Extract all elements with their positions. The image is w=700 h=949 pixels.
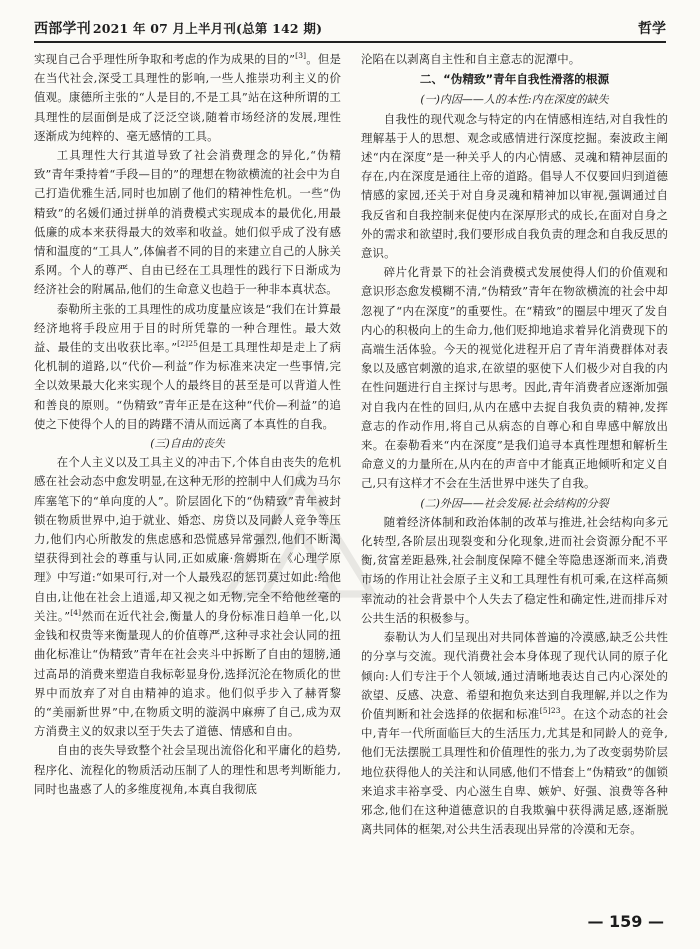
paragraph-text: 在个人主义以及工具主义的冲击下,个体自由丧失的危机感在社会动态中愈发明显,在这种无形的控制中人们成为马尔库塞笔下的“单向度的人”。阶层固化下的“伪精致”青年被封锁在物质世界中,迫于就业、婚恋、房贷以及同龄人竞争等压力,他们内心所散发的焦虑感和恐慌感异常强烈,他们不断渴望获得到社会的尊重与认同,正如威廉·詹姆斯在《心理学原理》中写道:“如果可行,对一个人最残忍的惩罚莫过如此:给他自由,让他在社会上逍遥,却又视之如无物,完全不给他丝毫的关注。” [34, 455, 341, 623]
paragraph-text: (一)内因——人的本性:内在深度的缺失 [420, 93, 609, 107]
citation-marker: [3] [295, 51, 307, 61]
section-label: 哲学 [638, 21, 666, 37]
article-body [34, 50, 668, 910]
paragraph-text-continued: 。但是在当代社会,深受工具理性的影响,一些人推崇功利主义的价值观。康德所主张的“人是目的,不是工具”站在这种所谓的工具理性的层面倒是成了泛泛空谈,随着市场经济的发展,理性逐渐成为纯粹的、毫无感情的工具。 [34, 52, 341, 143]
body-paragraph [34, 453, 341, 741]
body-paragraph [361, 50, 668, 69]
paragraph-text-continued: 然而在近代社会,衡量人的身份标准日趋单一化,以金钱和权贵等来衡量现人的价值尊严,这种寻求社会认同的扭曲化标准让“伪精致”青年在社会夹斗中拆断了自由的翅膀,通过高昂的消费来塑造自我标彰显身份,选择沉沦在物质化的世界中而放弃了对自由精神的追求。他们似乎步入了赫胥黎的“美丽新世界”中,在物质文明的漩涡中麻痹了自己,成为双方消费主义的奴隶以至于失去了道德、情感和自由。 [34, 608, 341, 739]
citation-marker: [5]23 [539, 706, 561, 716]
body-paragraph [361, 628, 668, 839]
body-paragraph [34, 50, 341, 146]
right-column [361, 50, 668, 910]
paragraph-text: 碎片化背景下的社会消费模式发展使得人们的价值观和意识形态愈发模糊不清,“伪精致”青年在物欲横流的社会中却忽视了“内在深度”的重要性。在“精致”的圈层中埋灭了发自内心的积极向上的生命力,他们贬抑地追求着异化消费现下的高端生活体验。今天的视觉化进程开启了青年消费群体对表象以及感官刺激的追求,在欲望的驱使下人们极少对自我的内在性问题进行自主探讨与思考。因此,青年消费者应逐渐加强对自我内在性的回归,从内在感中去捉自我负责的精神,发挥意志的作动作用,将自己从病态的自尊心和自卑感中解放出来。在泰勒看来“内在深度”是我们追寻本真性理想和解析生命意义的力量所在,从内在的声音中才能真正地倾听和定义自己,只有这样才不会在生活世界中迷失了自我。 [361, 265, 668, 491]
body-paragraph [361, 110, 668, 264]
body-paragraph [34, 146, 341, 300]
journal-name: 西部学刊 [34, 21, 91, 37]
body-paragraph [34, 300, 341, 434]
paragraph-text: 泰勒认为人们呈现出对共同体普遍的冷漠感,缺乏公共性的分享与交流。现代消费社会本身体现了现代认同的原子化倾向:人们专注于个人领域,通过清晰地表达自己内心深处的欲望、反感、决意、希望和抱负来达到自我理解,并以之作为价值判断和社会选择的依据和标准 [361, 630, 668, 721]
left-column [34, 50, 341, 910]
subsection-heading [361, 90, 668, 109]
paragraph-text: 实现自己合乎理性所争取和考虑的作为成果的目的” [34, 52, 296, 66]
paragraph-text: (三)自由的丧失 [150, 437, 225, 451]
body-paragraph [361, 263, 668, 493]
paragraph-text: 二、“伪精致”青年自我性滑落的根源 [419, 72, 610, 87]
page-header [34, 16, 666, 43]
subsection-heading [34, 434, 341, 453]
body-paragraph [34, 741, 341, 799]
paragraph-text: 沦陷在以剥离自主性和自主意志的泥潭中。 [361, 52, 581, 66]
paragraph-text: 自我性的现代观念与特定的内在情感相连结,对自我性的理解基于人的思想、观念或感情进行深度挖掘。秦波政主阐述“内在深度”是一种关乎人的内心情感、灵魂和精神层面的存在,内在深度是通往上帝的道路。倡导人不仅要回归到道德情感的家园,还关于对自身灵魂和精神加以审视,强调通过自我反省和自我控制来促使内在深厚形式的成长,在面对自身之外的需求和欲望时,我们要形成自我负责的理念和自我反思的意识。 [361, 111, 668, 261]
citation-marker: [4] [70, 608, 82, 618]
section-heading [361, 70, 668, 89]
paragraph-text: 自由的丧失导致整个社会呈现出流俗化和平庸化的趋势,程序化、流程化的物质活动压制了人的理性和思考判断能力,同时也蛊惑了人的多维度视角,本真自我彻底 [34, 743, 341, 796]
citation-marker: [2]25 [177, 339, 199, 349]
paragraph-text-continued: 。在这个动态的社会中,青年一代所面临巨大的生活压力,尤其是和同龄人的竞争,他们无法摆脱工具理性和价值理性的张力,为了改变弱势阶层地位获得他人的关注和认同感,他们不惜套上“伪精致”的伽锁来追求丰裕享受、内心滋生自卑、嫉妒、好强、浪费等各种邪念,他们在这种道德意识的自我欺骗中获得满足感,逐渐脱离共同体的框架,对公共生活表现出异常的冷漠和无奈。 [361, 706, 668, 837]
paragraph-text: (二)外因——社会发展:社会结构的分裂 [420, 496, 609, 510]
body-paragraph [361, 513, 668, 628]
paragraph-text: 泰勒所主张的工具理性的成功度量应该是“我们在计算最经济地将手段应用于目的时所凭靠的一种合理性。最大效益、最佳的支出收获比率。” [34, 301, 341, 355]
paragraph-text: 工具理性大行其道导致了社会消费理念的异化,“伪精致”青年秉持着“手段—目的”的理想在物欲横流的社会中为自己打造优雅生活,同时也加剧了他们的精神性危机。一些“伪精致”的名媛们通过拼单的消费模式实现成本的最优化,用最低廉的成本来获得最大的效率和收益。她们似乎成了没有感情和温度的“工具人”,体偏者不同的目的来建立自己的人脉关系网。个人的尊严、自由已经在工具理性的践行下日渐成为经济社会的附属品,他们的生命意义也趋于一种非本真状态。 [34, 148, 341, 297]
issue-info: 2021 年 07 月上半月刊(总第 142 期) [92, 21, 323, 36]
journal-issue-line [34, 18, 322, 38]
subsection-heading [361, 494, 668, 513]
page-number: — 159 — [587, 912, 664, 931]
paragraph-text-continued: 但是工具理性却是走上了病化机制的道路,以“代价—利益”作为标准来决定一些事情,完全以效果最大化来实现个人的最终目的甚至是可以背道人性和善良的原则。“伪精致”青年正是在这种“代价—利益”的追使之下使得个人的目的踌躇不清从而远离了本真性的自我。 [34, 340, 341, 431]
paragraph-text: 随着经济体制和政治体制的改革与推进,社会结构向多元化转型,各阶层出现裂变和分化现象,进而社会资源分配不平衡,贫富差距悬殊,社会制度保障不健全等隐患逐渐而来,消费市场的作用让社会原子主义和工具理性有机可乘,在这样高频率流动的社会背景中个人失去了稳定性和确定性,进而排斥对公共生活的积极参与。 [361, 514, 668, 625]
